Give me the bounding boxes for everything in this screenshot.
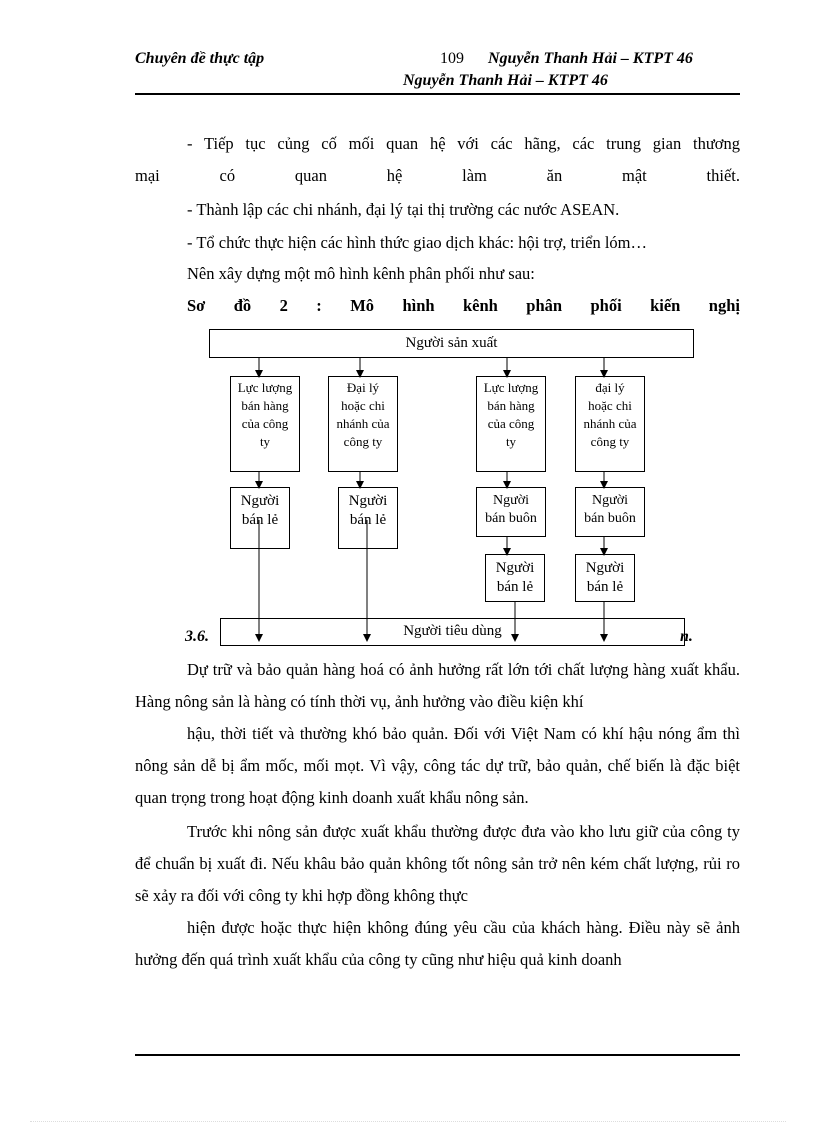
word: làm <box>462 166 487 185</box>
box-line: hoặc chi <box>588 398 632 413</box>
paragraph-3: Trước khi nông sản được xuất khẩu thường được đưa vào kho lưu giữ của công ty để chuẩn bị xuất đi. Nếu khâu bảo quản không tốt nông sản trở nên kém chất lượng, rủi ro sẽ xảy ra đối với công ty khi hợp đồng không thực <box>135 822 740 905</box>
box-line: nhánh của <box>336 416 390 431</box>
bullet-2: - Thành lập các chi nhánh, đại lý tại thị trường các nước ASEAN. <box>187 200 620 219</box>
box-line: bán lẻ <box>496 579 534 595</box>
title-word: phối <box>590 296 622 315</box>
title-word: đồ <box>233 296 252 315</box>
box-line: đại lý <box>595 380 625 395</box>
title-word: Mô <box>350 296 375 315</box>
intro-line: Nên xây dựng một mô hình kênh phân phối như sau: <box>187 264 535 283</box>
box-line: công ty <box>343 434 383 449</box>
box-line: hoặc chi <box>341 398 385 413</box>
box-line: bán hàng <box>241 398 289 413</box>
word: hệ <box>386 166 403 185</box>
box-line: Người <box>493 493 529 508</box>
title-word: : <box>316 296 322 315</box>
box-line: nhánh của <box>583 416 637 431</box>
box-line: bán lẻ <box>241 512 279 528</box>
footer-rule <box>135 1054 740 1056</box>
word: ăn <box>546 166 563 185</box>
title-word: kiến <box>650 296 681 315</box>
title-word: phân <box>526 296 563 315</box>
word: có <box>219 166 236 185</box>
page-number: 109 <box>440 50 464 67</box>
box-line: Lực lượng <box>237 380 293 395</box>
box-line: của công <box>241 416 289 431</box>
box-line: Người <box>585 560 625 576</box>
word: quan <box>294 166 327 185</box>
header-author: Nguyễn Thanh Hải – KTPT 46 <box>488 50 693 67</box>
box-line: bán buôn <box>485 511 537 526</box>
producer-label: Người sản xuất <box>405 335 498 351</box>
box-line: bán buôn <box>584 511 636 526</box>
box-line: bán hàng <box>487 398 535 413</box>
word: mật <box>622 166 647 185</box>
box-line: Người <box>348 493 388 509</box>
box-line: công ty <box>590 434 630 449</box>
word: thiết. <box>706 166 740 185</box>
box-line: bán lẻ <box>586 579 624 595</box>
box-line: Người <box>495 560 535 576</box>
box-line: Đại lý <box>346 380 380 395</box>
bullet-3: - Tổ chức thực hiện các hình thức giao dịch khác: hội trợ, triển lóm… <box>187 233 647 252</box>
box-line: ty <box>259 434 271 449</box>
box-line: Người <box>592 493 628 508</box>
paragraph-2: hậu, thời tiết và thường khó bảo quản. Đối với Việt Nam có khí hậu nóng ẩm thì nông sản dễ bị ẩm mốc, mối mọt. Vì vậy, công tác dự trữ, bảo quản, chế biến là đặc biệt quan trọng trong hoạt động kinh doanh xuất khẩu nông sản. <box>135 724 740 807</box>
section-title-tail: n. <box>680 628 693 645</box>
consumer-label: Người tiêu dùng <box>403 623 502 639</box>
paragraph-1: Dự trữ và bảo quản hàng hoá có ảnh hưởng rất lớn tới chất lượng hàng xuất khẩu. Hàng nông sản là hàng có tính thời vụ, ảnh hưởng vào điều kiện khí <box>135 660 740 711</box>
title-word: Sơ <box>187 296 206 315</box>
title-word: nghị <box>708 296 740 315</box>
bullet-1: - Tiếp tục củng cố mối quan hệ với các hãng, các trung gian thương <box>187 134 740 153</box>
section-number: 3.6. <box>185 628 209 645</box>
box-line: bán lẻ <box>349 512 387 528</box>
box-line: Lực lượng <box>483 380 539 395</box>
page-edge <box>30 1121 786 1122</box>
box-line: Người <box>240 493 280 509</box>
title-word: kênh <box>463 296 498 315</box>
word: mại <box>135 166 160 185</box>
box-line: của công <box>487 416 535 431</box>
paragraph-4: hiện được hoặc thực hiện không đúng yêu cầu của khách hàng. Điều này sẽ ảnh hưởng đến quá trình xuất khẩu của công ty cũng như hiệu quả kinh doanh <box>135 918 740 969</box>
header-left: Chuyên đề thực tập <box>135 50 265 67</box>
title-word: 2 <box>279 296 288 315</box>
header-author-repeat: Nguyễn Thanh Hải – KTPT 46 <box>403 72 608 89</box>
title-word: hình <box>402 296 435 315</box>
box-line: ty <box>505 434 517 449</box>
